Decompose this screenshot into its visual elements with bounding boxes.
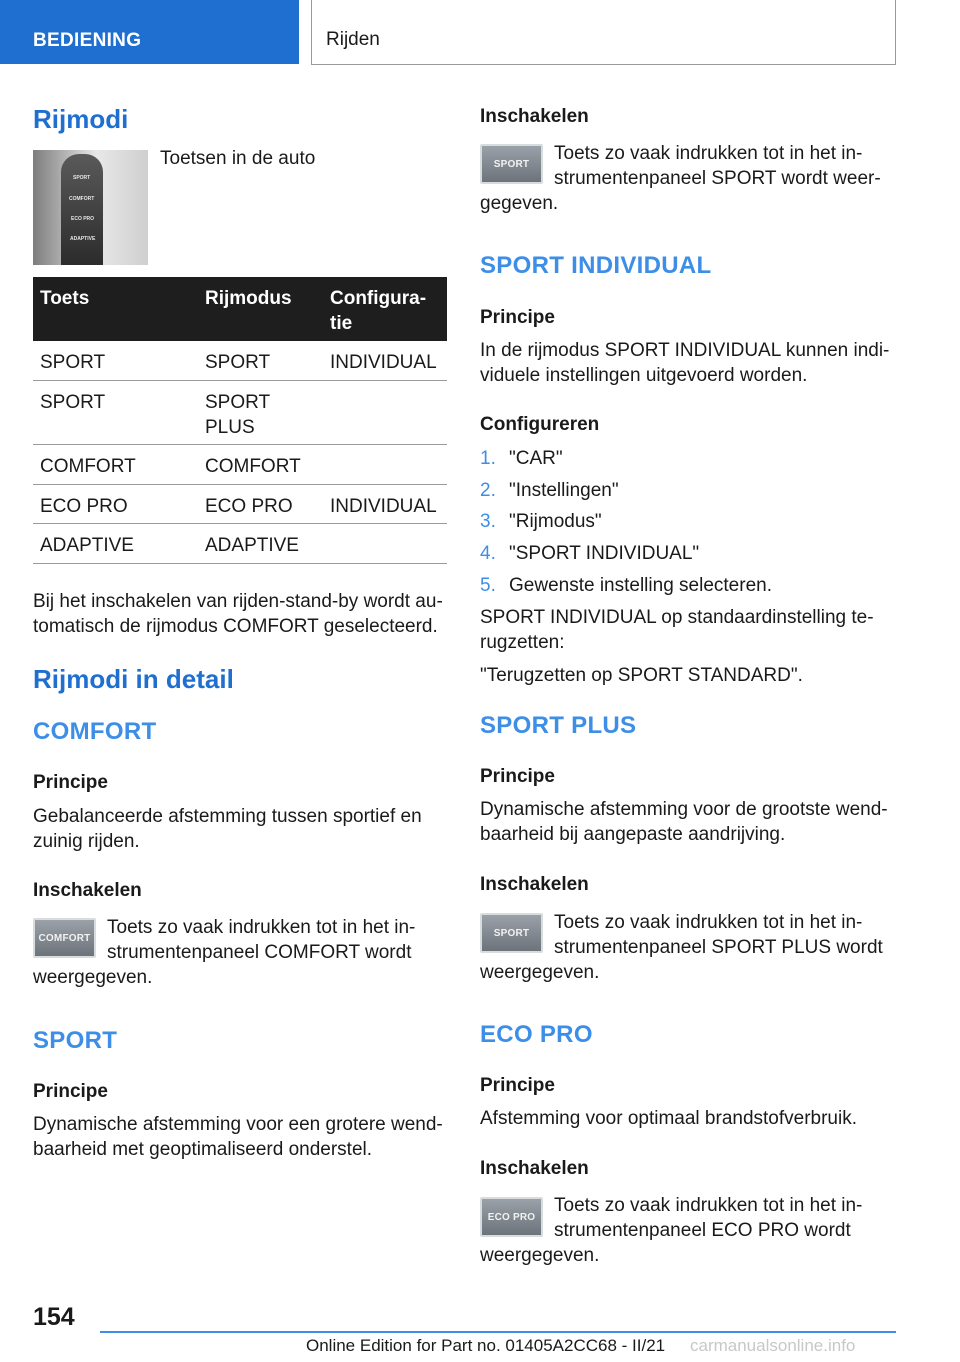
table-cell: ADAPTIVE [205, 535, 299, 556]
plus-enable-line1: Toets zo vaak indrukken tot in het in- [554, 912, 863, 933]
section-title-rijmodi: Rijmodi [33, 104, 129, 134]
sport-plus-button-image [480, 913, 543, 953]
plus-enable-line3: weergegeven. [480, 962, 600, 983]
header-section-label: BEDIENING [33, 30, 142, 51]
table-row [33, 524, 447, 564]
table-cell: SPORT [40, 392, 106, 413]
table-cell: COMFORT [205, 456, 301, 477]
eco-enable-line3: weergegeven. [480, 1245, 600, 1266]
table-header-rijmodus: Rijmodus [205, 288, 292, 309]
table-row [33, 381, 447, 445]
table-cell: ECO PRO [205, 496, 293, 517]
page-number: 154 [33, 1303, 75, 1331]
eco-pro-button-image [480, 1197, 543, 1237]
standby-note: Bij het inschakelen van rijden-stand-by wordt au- tomatisch de rijmodus COMFORT geselecteerd. [33, 591, 443, 637]
sport-principle-label: Principe [33, 1081, 108, 1102]
individual-principle-label: Principe [480, 307, 555, 328]
eco-principle-label: Principe [480, 1075, 555, 1096]
footer-watermark: carmanualsonline.info [690, 1336, 856, 1355]
eco-enable-line1: Toets zo vaak indrukken tot in het in- [554, 1195, 863, 1216]
eco-principle-text: Afstemming voor optimaal brandstofverbruik. [480, 1108, 857, 1129]
table-header [33, 277, 447, 341]
sport-enable-label: Inschakelen [480, 106, 589, 127]
subsection-title-sport: SPORT [33, 1027, 118, 1054]
photo-label-sport: SPORT [73, 175, 91, 181]
header-chapter-tab [311, 0, 896, 65]
sport-enable-line2: strumentenpaneel SPORT wordt weer- [554, 168, 881, 189]
sport-button-label: SPORT [493, 158, 530, 170]
table-header-configuratie: Configura- tie [330, 288, 427, 334]
photo-label-eco-pro: ECO PRO [71, 216, 95, 222]
photo-label-adaptive: ADAPTIVE [70, 236, 96, 242]
comfort-enable-line2: strumentenpaneel COMFORT wordt [107, 942, 412, 963]
sport-button-image [480, 144, 543, 184]
sport-enable-line3: gegeven. [480, 193, 559, 214]
comfort-button-label: COMFORT [38, 932, 91, 944]
individual-config-label: Configureren [480, 414, 600, 435]
header-section-tab [0, 0, 299, 64]
table-cell: SPORT [205, 352, 271, 373]
footer-edition: Online Edition for Part no. 01405A2CC68 - II/21 [306, 1336, 666, 1355]
plus-enable-line2: strumentenpaneel SPORT PLUS wordt [554, 937, 883, 958]
comfort-enable-label: Inschakelen [33, 880, 142, 901]
photo-button-panel [61, 154, 103, 265]
plus-enable-label: Inschakelen [480, 874, 589, 895]
individual-reset-text: SPORT INDIVIDUAL op standaardinstelling te- rugzetten: [480, 607, 874, 653]
photo-caption: Toetsen in de auto [160, 148, 316, 169]
comfort-button-image [33, 918, 96, 958]
subsection-title-sport-plus: SPORT PLUS [480, 712, 637, 739]
sport-principle-text: Dynamische afstemming voor een grotere wend- baarheid met geoptimaliseerd onderstel. [33, 1114, 443, 1160]
eco-enable-label: Inschakelen [480, 1158, 589, 1179]
table-cell: COMFORT [40, 456, 136, 477]
subsection-title-eco-pro: ECO PRO [480, 1021, 593, 1048]
comfort-enable-line1: Toets zo vaak indrukken tot in het in- [107, 917, 416, 938]
table-row [33, 485, 447, 524]
table-cell: INDIVIDUAL [330, 352, 437, 373]
individual-principle-text: In de rijmodus SPORT INDIVIDUAL kunnen indi- viduele instellingen uitgevoerd worden. [480, 340, 890, 386]
comfort-enable-line3: weergegeven. [33, 967, 153, 988]
table-row [33, 445, 447, 485]
section-title-detail: Rijmodi in detail [33, 664, 234, 694]
buttons-photo [33, 150, 148, 265]
plus-principle-text: Dynamische afstemming voor de grootste wend- baarheid bij aangepaste aandrijving. [480, 799, 888, 845]
table-header-toets: Toets [40, 288, 90, 309]
subsection-title-comfort: COMFORT [33, 718, 157, 745]
table-cell: SPORT PLUS [205, 392, 271, 438]
table-cell: ECO PRO [40, 496, 128, 517]
photo-label-comfort: COMFORT [69, 196, 95, 202]
drive-mode-table [33, 277, 447, 564]
table-row [33, 341, 447, 381]
footer-divider [100, 1331, 896, 1333]
subsection-title-sport-individual: SPORT INDIVIDUAL [480, 252, 712, 279]
comfort-principle-label: Principe [33, 772, 108, 793]
config-steps-list: 1. "CAR" 2. "Instellingen" 3. "Rijmodus" 4. "SPORT INDIVIDUAL" 5. Gewenste instelling selecteren. [480, 448, 772, 596]
table-cell: INDIVIDUAL [330, 496, 437, 517]
table-cell: SPORT [40, 352, 106, 373]
sport-enable-line1: Toets zo vaak indrukken tot in het in- [554, 143, 863, 164]
plus-principle-label: Principe [480, 766, 555, 787]
individual-reset-menu: "Terugzetten op SPORT STANDARD". [480, 665, 803, 686]
comfort-principle-text: Gebalanceerde afstemming tussen sportief en zuinig rijden. [33, 806, 422, 852]
header-chapter-label: Rijden [326, 29, 380, 50]
table-cell: ADAPTIVE [40, 535, 134, 556]
eco-enable-line2: strumentenpaneel ECO PRO wordt [554, 1220, 851, 1241]
eco-pro-button-label: ECO PRO [487, 1211, 536, 1223]
sport-plus-button-label: SPORT [493, 927, 530, 939]
